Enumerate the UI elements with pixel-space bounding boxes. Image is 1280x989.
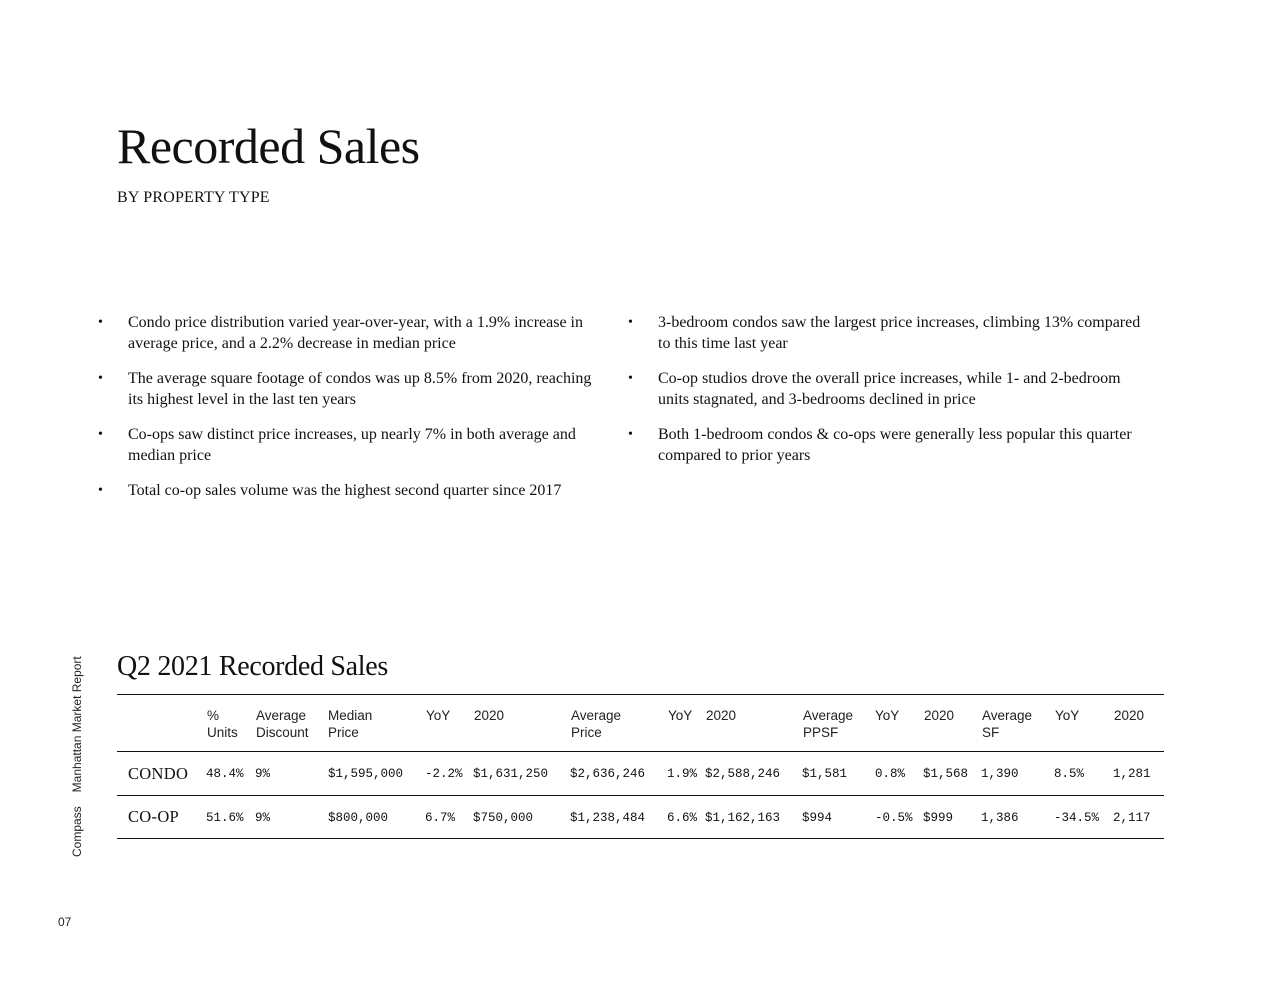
table-row-rule (117, 795, 1164, 796)
table-top-rule (117, 694, 1164, 695)
row-label-condo: CONDO (128, 764, 189, 783)
bullet-text: Both 1-bedroom condos & co-ops were generally less popular this quarter compared to prior years (658, 426, 1132, 464)
col-header-ppsf-yoy: YoY (875, 708, 900, 723)
col-header-median-yoy: YoY (426, 708, 451, 723)
table-cell: $1,568 (923, 767, 969, 781)
table-cell: 6.6% (667, 811, 698, 825)
bullet-dot-icon: • (98, 371, 103, 386)
table-cell: -34.5% (1054, 811, 1100, 825)
table-cell: 1,386 (981, 811, 1019, 825)
table-cell: $1,595,000 (328, 767, 404, 781)
table-cell: $2,588,246 (705, 767, 781, 781)
table-cell: 8.5% (1054, 767, 1085, 781)
bullet-item (96, 481, 596, 502)
table-cell: $1,238,484 (570, 811, 646, 825)
col-header-avg-price: Average Price (571, 708, 622, 740)
bullet-item (626, 425, 1146, 466)
bullet-dot-icon: • (628, 427, 633, 442)
bullet-text: 3-bedroom condos saw the largest price increases, climbing 13% compared to this time last year (658, 314, 1141, 352)
col-header-median-price: Median Price (328, 708, 373, 740)
row-label-coop: CO-OP (128, 807, 180, 826)
bullet-dot-icon: • (628, 371, 633, 386)
table-cell: $1,631,250 (473, 767, 549, 781)
table-title: Q2 2021 Recorded Sales (117, 651, 389, 682)
brand-name: Compass (70, 806, 84, 857)
bullet-text: Co-ops saw distinct price increases, up nearly 7% in both average and median price (128, 426, 576, 464)
side-report-label (70, 642, 84, 857)
table-cell: 48.4% (206, 767, 244, 781)
col-header-avg-price-yoy: YoY (668, 708, 693, 723)
col-header-avg-price-2020: 2020 (706, 708, 737, 723)
table-cell: $994 (802, 811, 833, 825)
bullet-item (626, 313, 1146, 354)
page-number: 07 (58, 915, 72, 929)
bullet-list-left (96, 313, 596, 517)
page-subtitle: BY PROPERTY TYPE (117, 189, 270, 206)
col-header-avg-ppsf: Average PPSF (803, 708, 854, 740)
bullet-item (96, 369, 596, 410)
bullet-text: Total co-op sales volume was the highest second quarter since 2017 (128, 482, 562, 499)
col-header-median-2020: 2020 (474, 708, 505, 723)
table-cell: 0.8% (875, 767, 906, 781)
bullet-dot-icon: • (628, 315, 633, 330)
table-cell: 1,281 (1113, 767, 1151, 781)
table-bottom-rule (117, 838, 1164, 839)
report-name: Manhattan Market Report (70, 656, 84, 793)
table-cell: -2.2% (425, 767, 463, 781)
table-cell: $999 (923, 811, 954, 825)
bullet-item (96, 313, 596, 354)
table-cell: 6.7% (425, 811, 456, 825)
table-cell: 51.6% (206, 811, 244, 825)
bullet-dot-icon: • (98, 315, 103, 330)
col-header-sf-2020: 2020 (1114, 708, 1145, 723)
table-cell: 2,117 (1113, 811, 1151, 825)
bullet-text: Co-op studios drove the overall price increases, while 1- and 2-bedroom units stagnated, and 3-bedrooms declined in price (658, 370, 1121, 408)
page-title: Recorded Sales (117, 118, 420, 174)
table-cell: $750,000 (473, 811, 534, 825)
table-cell: 1,390 (981, 767, 1019, 781)
table-cell: 9% (255, 811, 271, 825)
bullet-text: Condo price distribution varied year-over-year, with a 1.9% increase in average price, and a 2.2% decrease in median price (128, 314, 583, 352)
bullet-dot-icon: • (98, 427, 103, 442)
col-header-ppsf-2020: 2020 (924, 708, 955, 723)
table-cell: $1,581 (802, 767, 848, 781)
table-header-rule (117, 751, 1164, 752)
table-cell: $2,636,246 (570, 767, 646, 781)
table-cell: -0.5% (875, 811, 913, 825)
table-cell: $800,000 (328, 811, 389, 825)
bullet-item (626, 369, 1146, 410)
col-header-units: % Units (207, 708, 238, 740)
bullet-dot-icon: • (98, 483, 103, 498)
bullet-list-right (626, 313, 1146, 481)
table-cell: 9% (255, 767, 271, 781)
bullet-item (96, 425, 596, 466)
bullet-text: The average square footage of condos was up 8.5% from 2020, reaching its highest level in the last ten years (128, 370, 592, 408)
col-header-avg-sf: Average SF (982, 708, 1033, 740)
col-header-sf-yoy: YoY (1055, 708, 1080, 723)
table-cell: $1,162,163 (705, 811, 781, 825)
table-cell: 1.9% (667, 767, 698, 781)
col-header-avg-discount: Average Discount (256, 708, 309, 740)
